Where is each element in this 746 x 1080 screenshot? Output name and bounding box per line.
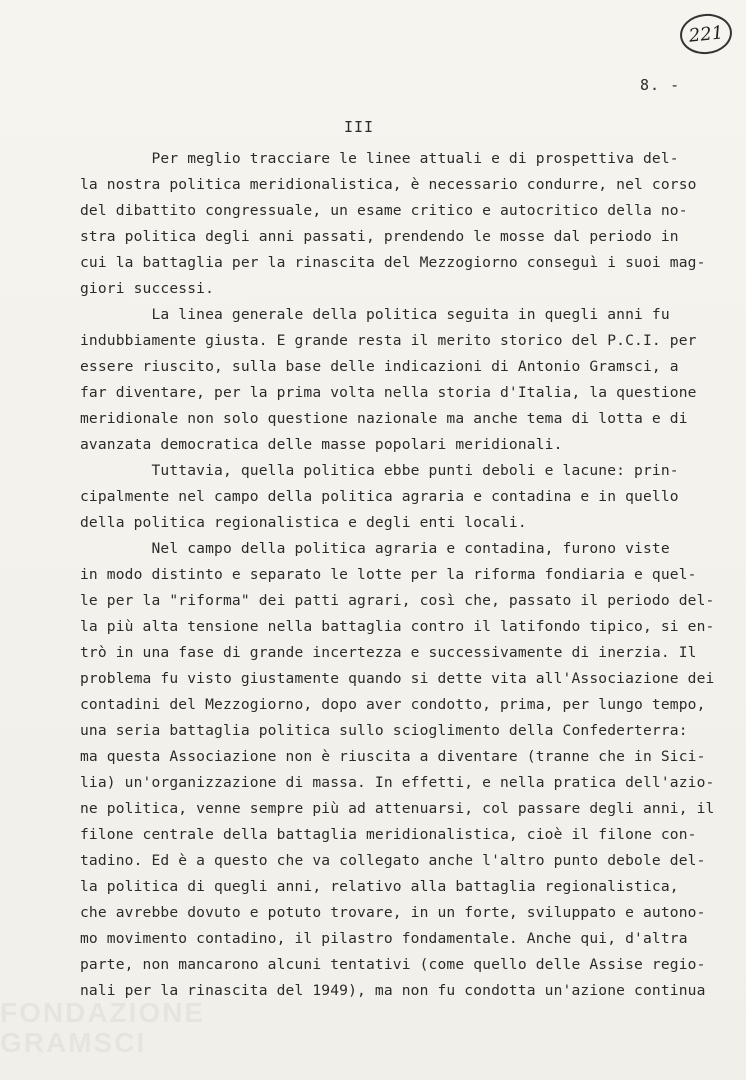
text-line: del dibattito congressuale, un esame critico e autocritico della no- — [80, 202, 688, 219]
text-line: contadini del Mezzogiorno, dopo aver condotto, prima, per lungo tempo, — [80, 696, 706, 713]
text-line: indubbiamente giusta. E grande resta il merito storico del P.C.I. per — [80, 332, 697, 349]
page-number: 8. - — [640, 76, 681, 94]
text-line: far diventare, per la prima volta nella storia d'Italia, la questione — [80, 384, 697, 401]
text-line: in modo distinto e separato le lotte per la riforma fondiaria e quel- — [80, 566, 697, 583]
text-line: che avrebbe dovuto e potuto trovare, in un forte, sviluppato e autono- — [80, 904, 706, 921]
watermark — [0, 998, 205, 1058]
text-line: stra politica degli anni passati, prendendo le mosse dal periodo in — [80, 228, 679, 245]
text-line: giori successi. — [80, 280, 215, 297]
text-line: problema fu visto giustamente quando si dette vita all'Associazione dei — [80, 670, 715, 687]
text-line: cui la battaglia per la rinascita del Mezzogiorno conseguì i suoi mag- — [80, 254, 706, 271]
text-line: la politica di quegli anni, relativo alla battaglia regionalistica, — [80, 878, 679, 895]
text-line: parte, non mancarono alcuni tentativi (come quello delle Assise regio- — [80, 956, 706, 973]
text-line: meridionale non solo questione nazionale ma anche tema di lotta e di — [80, 410, 688, 427]
text-line: le per la "riforma" dei patti agrari, così che, passato il periodo del- — [80, 592, 715, 609]
text-line: ma questa Associazione non è riuscita a diventare (tranne che in Sici- — [80, 748, 706, 765]
text-line: mo movimento contadino, il pilastro fondamentale. Anche qui, d'altra — [80, 930, 688, 947]
body-text — [80, 146, 716, 1004]
text-line: La linea generale della politica seguita in quegli anni fu — [80, 306, 670, 323]
text-line: Tuttavia, quella politica ebbe punti deboli e lacune: prin- — [80, 462, 679, 479]
watermark-line — [0, 998, 205, 1028]
archive-stamp — [678, 11, 734, 56]
text-line: Nel campo della politica agraria e contadina, furono viste — [80, 540, 670, 557]
text-line: trò in una fase di grande incertezza e successivamente di inerzia. Il — [80, 644, 697, 661]
stamp-number: 221 — [687, 21, 725, 47]
text-line: avanzata democratica delle masse popolari meridionali. — [80, 436, 563, 453]
text-line: la più alta tensione nella battaglia contro il latifondo tipico, si en- — [80, 618, 715, 635]
text-line: la nostra politica meridionalistica, è necessario condurre, nel corso — [80, 176, 697, 193]
text-line: della politica regionalistica e degli enti locali. — [80, 514, 527, 531]
text-line: filone centrale della battaglia meridionalistica, cioè il filone con- — [80, 826, 697, 843]
watermark-line — [0, 1028, 205, 1058]
text-line: una seria battaglia politica sullo scioglimento della Confederterra: — [80, 722, 688, 739]
text-line: nali per la rinascita del 1949), ma non fu condotta un'azione continua — [80, 982, 706, 999]
text-line: tadino. Ed è a questo che va collegato anche l'altro punto debole del- — [80, 852, 706, 869]
text-line: lia) un'organizzazione di massa. In effetti, e nella pratica dell'azio- — [80, 774, 715, 791]
text-line: essere riuscito, sulla base delle indicazioni di Antonio Gramsci, a — [80, 358, 679, 375]
chapter-heading: III — [344, 118, 375, 136]
text-line: Per meglio tracciare le linee attuali e di prospettiva del- — [80, 150, 679, 167]
text-line: cipalmente nel campo della politica agraria e contadina e in quello — [80, 488, 679, 505]
text-line: ne politica, venne sempre più ad attenuarsi, col passare degli anni, il — [80, 800, 715, 817]
